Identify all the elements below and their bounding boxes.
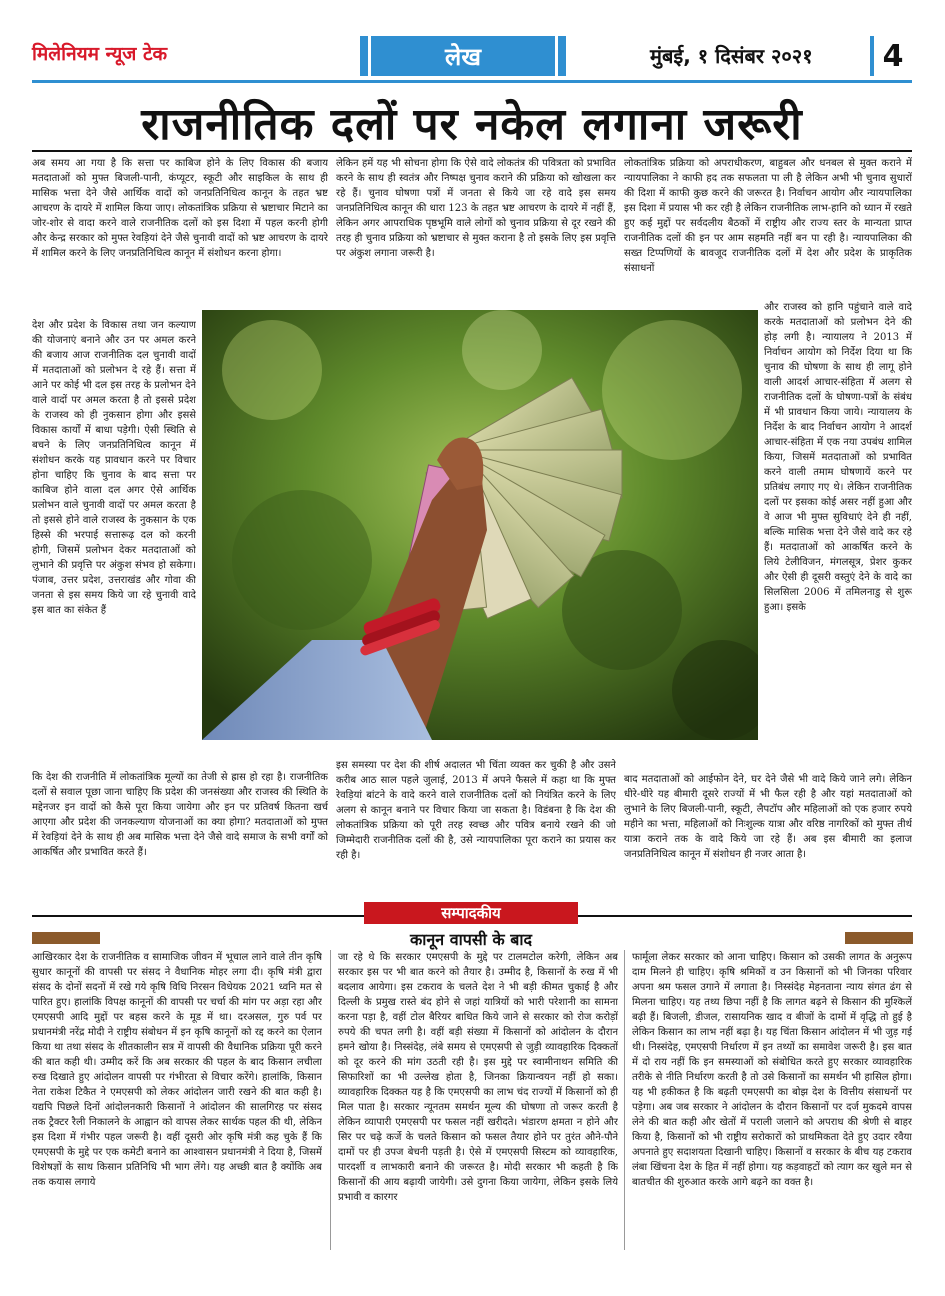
article-paragraph: कि देश की राजनीति में लोकतांत्रिक मूल्यों का तेजी से ह्रास हो रहा है। राजनीतिक दलों से सवाल पूछा जाना चाहिए कि प्रदेश की जनसंख्या और राजस्व की स्थिति के मद्देनजर इन वादों को कैसे पूरा किया जायेगा और इन पर प्रतिवर्ष कितना खर्च आएगा और प्रदेश की जनकल्याण योजनाओं का क्या होगा? मतदाताओं को मुफ्त में रेवड़ियां देने के साथ ही अब मासिक भत्ता देने जैसे वादे समाज के सभी वर्गों को आकर्षित और प्रभावित करते हैं। [32,772,328,858]
dateline: मुंबई, १ दिसंबर २०२१ [650,44,813,68]
article-paragraph: लोकतांत्रिक प्रक्रिया को अपराधीकरण, बाहुबल और धनबल से मुक्त कराने में न्यायपालिका ने काफी हद तक सफलता पा ली है लेकिन अभी भी चुनाव सुधारों की दिशा में काफी कुछ करने की जरूरत है। निर्वाचन आयोग और न्यायपालिका इस दिशा में प्रयास भी कर रही है लेकिन राजनीतिक लाभ-हानि को ध्यान में रखते हुए कई मुद्दों पर सर्वदलीय बैठकों में राष्ट्रीय और राज्य स्तर के मान्यता प्राप्त राजनीतिक दलों की इन पर आम सहमति नहीं बन पा रही है। न्यायपालिका की सख्त टिप्पणियों के बावजूद राजनीतिक दलों में देश और प्रदेश के प्राकृतिक संसाधनों [624,158,912,274]
article-paragraph: अब समय आ गया है कि सत्ता पर काबिज होने के लिए विकास की बजाय मतदाताओं को मुफ्त बिजली-पानी, कंप्यूटर, स्कूटी और साइकिल के साथ ही मासिक भत्ता देने जैसे आर्थिक वादों को जनप्रतिनिधित्व कानून के तहत भ्रष्ट आचरण के दायरे में शामिल किया जाए। लोकतांत्रिक प्रक्रिया से भ्रष्टाचार मिटाने का जोर-शोर से वादा करने वाले राजनीतिक दलों को इस दिशा में पहल करनी होगी और केन्द्र सरकार को मुफ्त रेवड़ियां देने जैसे चुनावी वादों को भ्रष्ट आचरण के दायरे में शामिल करने के लिए जनप्रतिनिधित्व कानून में संशोधन करना होगा। [32,158,328,259]
section-label: लेख [445,42,481,71]
article-photo [202,310,758,740]
column-divider [624,950,625,1250]
article-col3-narrow [764,300,912,774]
editorial-col2 [338,950,618,1250]
editorial-headline: कानून वापसी के बाद [409,930,533,949]
article-col2-top [336,156,616,306]
article-col3-top [624,156,912,306]
headline-rule [32,150,912,152]
column-divider [330,950,331,1250]
article-paragraph: देश और प्रदेश के विकास तथा जन कल्याण की योजनाएं बनाने और उन पर अमल करने की बजाय आज राजनीतिक दल चुनावी वादों में मतदाताओं को प्रलोभन दे रहे हैं। सत्ता में आने पर कोई भी दल इस तरह के प्रलोभन देने वाले वादों पर अमल करता है तो इससे प्रदेश के राजस्व को ही नुकसान होगा और इससे विकास कार्यों में बाधा पड़ेगी। ऐसी स्थिति से बचने के लिए जनप्रतिनिधित्व कानून में संशोधन करके यह प्रावधान करने पर विचार होना चाहिए कि चुनाव के बाद सत्ता पर काबिज होने वाला दल अगर ऐसे आर्थिक प्रलोभन वाले चुनावी वादों पर अमल करता है तो इससे होने वाले राजस्व के नुकसान के एक हिस्से की भरपाई सत्तारूढ़ दल को करनी होगी, जिसमें प्रलोभन देकर मतदाताओं को लुभाने की प्रवृत्ति पर अंकुश संभव हो सकेगा। पंजाब, उत्तर प्रदेश, उत्तराखंड और गोवा की जनता से इस समय किये जा रहे चुनावी वादे इस बात का संकेत हैं [32,320,196,616]
article-headline: राजनीतिक दलों पर नकेल लगाना जरूरी [141,99,803,150]
editorial-col1 [32,950,322,1250]
masthead-rule [32,80,912,83]
section-tab [360,36,566,76]
page-number: 4 [882,38,904,74]
editorial-paragraph: आखिरकार देश के राजनीतिक व सामाजिक जीवन में भूचाल लाने वाले तीन कृषि सुधार कानूनों की वापसी पर संसद ने वैधानिक मोहर लगा दी। कृषि मंत्री द्वारा संसद के दोनों सदनों में रखे गये कृषि विधि निरसन विधेयक 2021 ध्वनि मत से पारित हुए। हालांकि विपक्ष कानूनों की वापसी पर चर्चा की मांग पर अड़ा रहा और एमएसपी आदि मुद्दों पर बहस करने के मूड में था। दरअसल, गुरु पर्व पर प्रधानमंत्री नरेंद्र मोदी ने राष्ट्रीय संबोधन में इन कृषि कानूनों को रद्द करने का ऐलान किया था तथा संसद के शीतकालीन सत्र में वापसी की वैधानिक प्रक्रिया पूरी करने की बात कही थी। उम्मीद करें कि अब सरकार की पहल के बाद किसान लचीला रुख दिखाते हुए आंदोलन वापसी पर गंभीरता से विचार करेंगे। हालांकि, किसान नेता राकेश टिकैत ने एमएसपी को लेकर आंदोलन जारी रखने की बात कही है। यद्यपि पिछले दिनों आंदोलनकारी किसानों ने आंदोलन की सालगिरह पर संसद तक ट्रैक्टर रैली निकालने के आह्वान को वापस लेकर सार्थक पहल की थी, लेकिन इस दिशा में गंभीर पहल जरूरी है। वहीं दूसरी ओर कृषि मंत्री कह चुके हैं कि एमएसपी के मुद्दे पर एक कमेटी बनाने का आश्वासन प्रधानमंत्री ने दिया है, जिसमें विशेषज्ञों के साथ किसान प्रतिनिधि भी भाग लेंगे। यह अच्छी बात है क्योंकि अब तक कयास लगाये [32,952,322,1188]
editorial-banner-label: सम्पादकीय [441,904,501,922]
article-paragraph: और राजस्व को हानि पहुंचाने वाले वादे करके मतदाताओं को प्रलोभन देने की होड़ लगी है। न्यायालय ने 2013 में निर्वाचन आयोग को निर्देश दिया था कि चुनाव की घोषणा के साथ ही लागू होने वाली आदर्श आचार-संहिता में अलग से राजनीतिक दलों के घोषणा-पत्रों के संबंध में भी प्रावधान किया जाये। न्यायालय के निर्देश के बाद निर्वाचन आयोग ने आदर्श आचार-संहिता में एक नया उपबंध शामिल किया, जिसमें मतदाताओं को प्रभावित करने वाली तमाम घोषणायें करने पर प्रतिबंध लगाए गए थे। लेकिन राजनीतिक दलों पर इसका कोई असर नहीं हुआ और वे आज भी मुफ्त सुविधाएं देने ही नहीं, बल्कि मासिक भत्ता देने जैसे वादे कर रहे हैं। मतदाताओं को आकर्षित करने के लिये टेलीविजन, मंगलसूत्र, प्रेशर कुकर और ऐसी ही दूसरी वस्तुएं देने के वादे का सिलसिला 2006 में तमिलनाडु से शुरू हुआ। इसके [764,302,912,613]
article-paragraph: लेकिन हमें यह भी सोचना होगा कि ऐसे वादे लोकतंत्र की पवित्रता को प्रभावित करने के साथ ही स्वतंत्र और निष्पक्ष चुनाव कराने की प्रक्रिया को खोखला कर रहे हैं। चुनाव घोषणा पत्रों में जनता से किये जा रहे वादे इस समय जनप्रतिनिधित्व कानून की धारा 123 के तहत भ्रष्ट आचरण के दायरे में नहीं हैं, लेकिन अगर आपराधिक पृष्ठभूमि वाले लोगों को चुनाव प्रक्रिया से दूर रखने की तरह ही चुनाव प्रक्रिया को भ्रष्टाचार से मुक्त कराना है तो इसके लिए इस प्रवृत्ति पर अंकुश लगाना जरूरी है। [336,158,616,259]
article-col1-bottom [32,770,328,898]
editorial-bar-left [32,932,100,944]
article-col1-top [32,156,328,310]
editorial-paragraph: जा रहे थे कि सरकार एमएसपी के मुद्दे पर टालमटोल करेगी, लेकिन अब सरकार इस पर भी बात करने को तैयार है। उम्मीद है, किसानों के रुख में भी बदलाव आयेगा। इस टकराव के चलते देश ने भी बड़ी कीमत चुकाई है और दिल्ली के प्रमुख रास्ते बंद होने से जहां यात्रियों को भारी परेशानी का सामना करना पड़ा है, वहीं टोल बैरियर बाधित किये जाने से सरकार को रोज करोड़ों रुपये की चपत लगी है। वहीं बड़ी संख्या में किसानों को आंदोलन के दौरान हमने खोया है। निस्संदेह, लंबे समय से एमएसपी से जुड़ी व्यावहारिक दिक्कतों को दूर करने की मांग उठती रही है। इस मुद्दे पर स्वामीनाथन समिति की सिफारिशों का भी उल्लेख होता है, जिनका क्रियान्वयन नहीं हो सका। व्यावहारिक दिक्कत यह है कि एमएसपी का लाभ चंद राज्यों में किसानों को ही मिल पाता है। सरकार न्यूनतम समर्थन मूल्य की घोषणा तो जरूर करती है लेकिन व्यापारी एमएसपी पर फसल नहीं खरीदते। भंडारण क्षमता न होने और सिर पर चढ़े कर्जे के चलते किसान को फसल तैयार होने पर तुरंत औने-पौने दामों पर ही उपज बेचनी पड़ती है। ऐसे में एमएसपी सिस्टम को व्यावहारिक, पारदर्शी व लाभकारी बनाने की जरूरत है। मोदी सरकार भी कहती है कि किसानों की आय बढ़ायी जायेगी। उसे दुगना किया जायेगा, लेकिन इसके लिये प्रभावी व कारगर [338,952,618,1203]
editorial-paragraph: फार्मूला लेकर सरकार को आना चाहिए। किसान को उसकी लागत के अनुरूप दाम मिलने ही चाहिए। कृषि श्रमिकों व उन किसानों को भी जिनका परिवार अपना श्रम फसल उगाने में लगाता है। निस्संदेह मेहनताना न्याय संगत ढंग से मिलना चाहिए। यह तथ्य छिपा नहीं है कि लागत बढ़ने से किसान की मुश्किलें बढ़ी हैं। बिजली, डीजल, रासायनिक खाद व बीजों के दामों में वृद्धि तो हुई है लेकिन किसान का लाभ नहीं बढ़ा है। यह चिंता किसान आंदोलन में भी जुड़ गई थी। निस्संदेह, एमएसपी निर्धारण में इन तथ्यों का समावेश जरूरी है। इस बात में दो राय नहीं कि इन समस्याओं को संबोधित करते हुए सरकार व्यावहारिक तरीके से नीति निर्धारण करती है तो उसे किसानों का समर्थन भी हासिल होगा। यह भी हकीकत है कि बढ़ती एमएसपी का बोझ देश के वित्तीय संसाधनों पर पड़ेगा। अब जब सरकार ने आंदोलन के दौरान किसानों पर दर्ज मुकदमे वापस लेने की बात कही और खेतों में पराली जलाने को अपराध की श्रेणी से बाहर किया है, किसानों को भी राष्ट्रीय सरोकारों को प्राथमिकता देते हुए उदार रवैया अपनाते हुए सदाशयता दिखानी चाहिए। किसानों व सरकार के बीच यह टकराव लंबा खिंचना देश के हित में नहीं होगा। यह कड़वाहटों को त्याग कर खुले मन से बातचीत की शुरुआत करके आगे बढ़ने का वक्त है। [632,952,912,1188]
article-col1-narrow [32,318,196,768]
article-paragraph: बाद मतदाताओं को आईफोन देने, घर देने जैसे भी वादे किये जाने लगे। लेकिन धीरे-धीरे यह बीमारी दूसरे राज्यों में भी फैल रही है और यहां मतदाताओं को लुभाने के लिए बिजली-पानी, स्कूटी, लैपटॉप और महिलाओं को एक हजार रुपये महीने का भत्ता, महिलाओं को निःशुल्क यात्रा और वरिष्ठ नागरिकों को मुफ्त तीर्थ यात्रा कराने तक के वादे किये जा रहे हैं। अब इस बीमारी का इलाज जनप्रतिनिधित्व कानून में संशोधन ही नजर आता है। [624,774,912,860]
article-col2-bottom [336,758,616,878]
article-col3-bottom [624,772,912,898]
masthead [32,36,912,78]
page-number-box [870,36,912,76]
article-paragraph: इस समस्या पर देश की शीर्ष अदालत भी चिंता व्यक्त कर चुकी है और उसने करीब आठ साल पहले जुलाई, 2013 में अपने फैसले में कहा था कि मुफ्त रेवड़ियां बांटने के वादे करने वाले राजनीतिक दलों को नियंत्रित करने के लिए अलग से कानून बनाने पर विचार किया जा सकता है। विडंबना है कि देश की लोकतांत्रिक प्रक्रिया को पूरी तरह स्वच्छ और पवित्र बनाये रखने की जो जिम्मेदारी राजनीतिक दलों की है, उसे न्यायपालिका पूरा कराने का प्रयास कर रही है। [336,760,616,861]
editorial-bar-right [845,932,913,944]
newspaper-brand: मिलेनियम न्यूज टेक [32,43,168,65]
editorial-banner [364,902,578,924]
editorial-col3 [632,950,912,1250]
hand-holding-money-illustration [202,310,758,740]
